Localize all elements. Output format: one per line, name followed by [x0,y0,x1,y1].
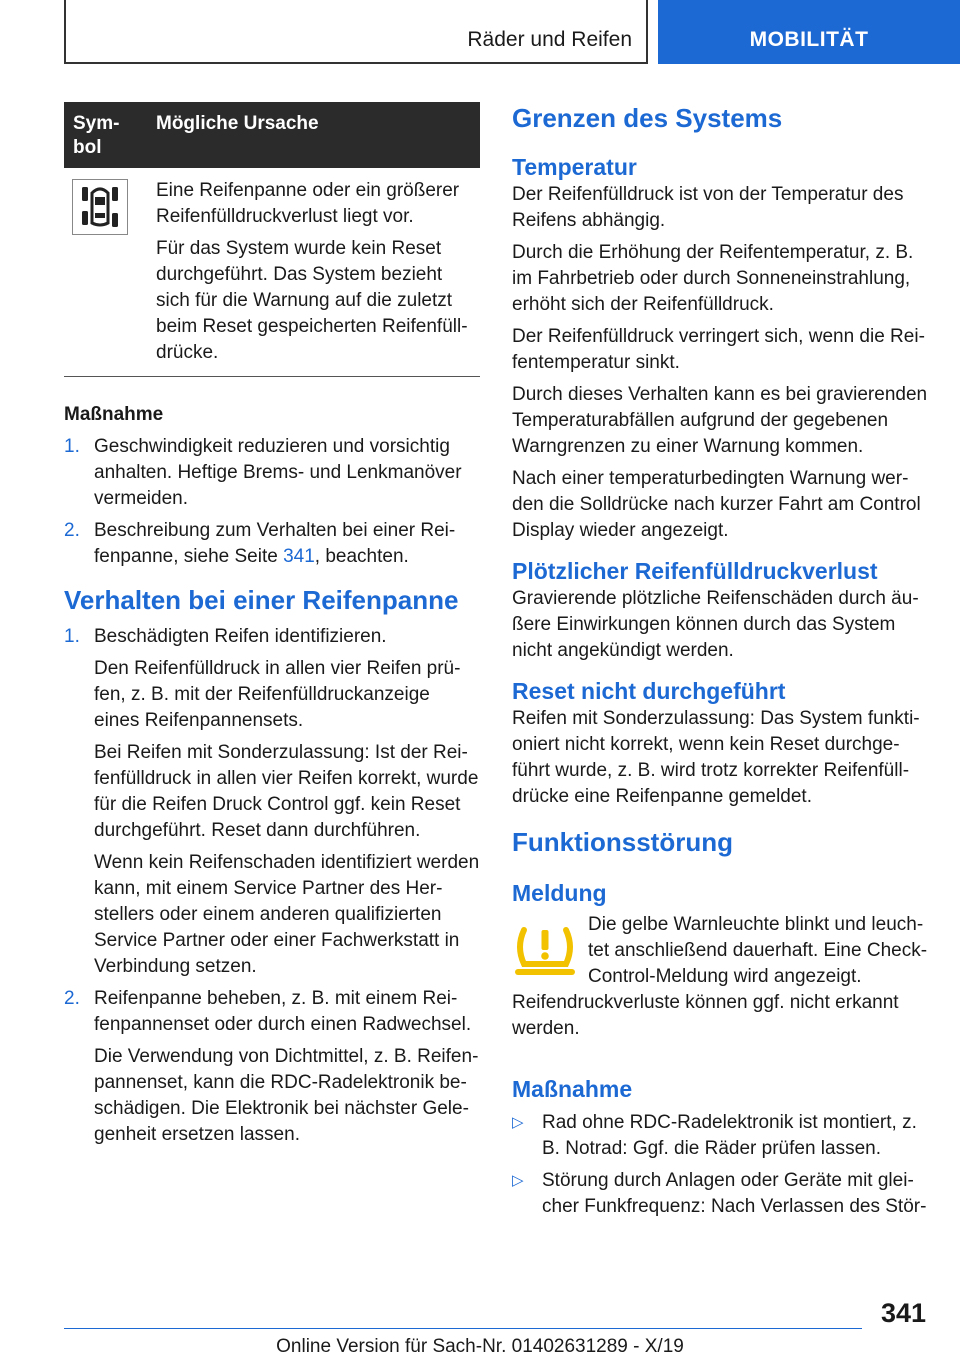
table-header-cause: Mögliche Ursache [156,113,319,134]
temperatur-text-4: Durch dieses Verhalten kann es bei gravierenden Temperaturabfällen aufgrund der gegebenen Warngrenzen zu einer Warnung kommen. [512,384,928,457]
temperatur-heading: Temperatur [512,154,637,180]
page-number: 341 [880,1298,926,1328]
list-item [64,518,480,570]
header-section-title: Räder und Reifen [467,28,632,51]
table-cause-text-1: Eine Reifenpanne oder ein größerer Reifenfülldruckverlust liegt vor. [156,180,460,227]
right-column [512,102,928,1226]
temperatur-text-3: Der Reifenfülldruck verringert sich, wenn die Reifentemperatur sinkt. [512,326,925,373]
table-cause-text-2: Für das System wurde kein Reset durchgeführt. Das System bezieht sich für die Warnung auf die zuletzt beim Reset gespeicherten Reifenfülldrücke. [156,238,468,363]
list-item [512,1110,928,1162]
ploetzlich-heading: Plötzlicher Reifenfülldruckverlust [512,558,878,584]
list-text: Reifenpanne beheben, z. B. mit einem Reifenpannenset oder durch einen Radwechsel. [94,988,472,1035]
list-number: 1. [64,436,80,457]
list-item [512,1168,928,1220]
list-text: Wenn kein Reifenschaden identifiziert werden kann, mit einem Service Partner des Herstellers oder einem anderen qualifizierten Service Partner oder einer Fachwerkstatt in Verbindung setzen. [94,852,480,977]
list-text: Den Reifenfülldruck in allen vier Reifen prüfen, z. B. mit der Reifenfülldruckanzeige eines Reifenpannensets. [94,658,461,731]
list-text: Bei Reifen mit Sonderzulassung: Ist der Reifenfülldruck in allen vier Reifen korrekt, wurde für die Reifen Druck Control ggf. kein Reset durchgeführt. Reset dann durchführen. [94,742,479,841]
massnahme-list [64,434,480,570]
meldung-heading: Meldung [512,880,607,906]
triangle-bullet-icon: ▷ [512,1114,524,1131]
meldung-text: Die gelbe Warnleuchte blinkt und leuchtet anschließend dauerhaft. Eine Check-Control-Meldung wird angezeigt. Reifendruckverluste können ggf. nicht erkannt werden. [512,914,928,1039]
footer-online-version: Online Version für Sach-Nr. 01402631289 - X/19 [276,1336,684,1357]
temperatur-text-2: Durch die Erhöhung der Reifentemperatur, z. B. im Fahrbetrieb oder durch Sonneneinstrahlung, erhöht sich der Reifenfülldruck. [512,242,914,315]
triangle-bullet-icon: ▷ [512,1172,524,1189]
verhalten-list [64,624,480,1148]
list-number: 2. [64,520,80,541]
reset-text: Reifen mit Sonderzulassung: Das System funktioniert nicht korrekt, wenn kein Reset durchgeführt wurde, z. B. wird trotz korrekter Reifenfülldrücke eine Reifenpanne gemeldet. [512,708,920,807]
reset-heading: Reset nicht durchgeführt [512,678,786,704]
list-text: Geschwindigkeit reduzieren und vorsichtig anhalten. Heftige Brems- und Lenkmanöver vermeiden. [94,436,462,509]
list-number: 1. [64,626,80,647]
header-section-box [64,0,648,64]
list-number: 2. [64,988,80,1009]
header-chapter-tab [658,0,960,64]
temperatur-text-1: Der Reifenfülldruck ist von der Temperatur des Reifens abhängig. [512,184,904,231]
temperatur-text-5: Nach einer temperaturbedingten Warnung werden die Solldrücke nach kurzer Fahrt am Control Display wieder angezeigt. [512,468,921,541]
tire-pressure-warning-icon [512,914,578,980]
header-chapter-label: MOBILITÄT [749,28,869,51]
list-text: Störung durch Anlagen oder Geräte mit gleicher Funkfrequenz: Nach Verlassen des Stör- [542,1170,927,1217]
massnahme2-heading: Maßnahme [512,1076,633,1102]
left-column [64,102,480,1154]
table-row [64,168,480,377]
list-text: Beschädigten Reifen identifizieren. [94,626,387,647]
table-header [64,102,480,168]
ploetzlich-text: Gravierende plötzliche Reifenschäden durch äußere Einwirkungen können durch das System nicht angekündigt werden. [512,588,919,661]
list-text: Rad ohne RDC-Radelektronik ist montiert, z. B. Notrad: Ggf. die Räder prüfen lassen. [542,1112,917,1159]
list-item [64,624,480,980]
massnahme2-list [512,1110,928,1220]
massnahme-heading: Maßnahme [64,404,164,425]
list-text-pre: Beschreibung zum Verhalten bei einer Reifenpanne, siehe Seite [94,520,456,567]
list-text-post: , beachten. [314,546,409,567]
table-header-symbol: Sym- bol [73,113,120,158]
cause-table [64,102,480,377]
verhalten-heading: Verhalten bei einer Reifenpanne [64,585,459,615]
list-item [64,434,480,512]
footer-divider [64,1328,862,1329]
tire-car-warning-icon [72,179,128,235]
page-reference-link[interactable]: 341 [283,546,315,567]
meldung-block [512,912,928,1048]
grenzen-heading: Grenzen des Systems [512,103,783,133]
funktion-heading: Funktionsstörung [512,827,733,857]
list-item [64,986,480,1148]
list-text: Die Verwendung von Dichtmittel, z. B. Reifenpannenset, kann die RDC-Radelektronik beschädigen. Die Elektronik bei nächster Gelegenheit ersetzen lassen. [94,1046,479,1145]
